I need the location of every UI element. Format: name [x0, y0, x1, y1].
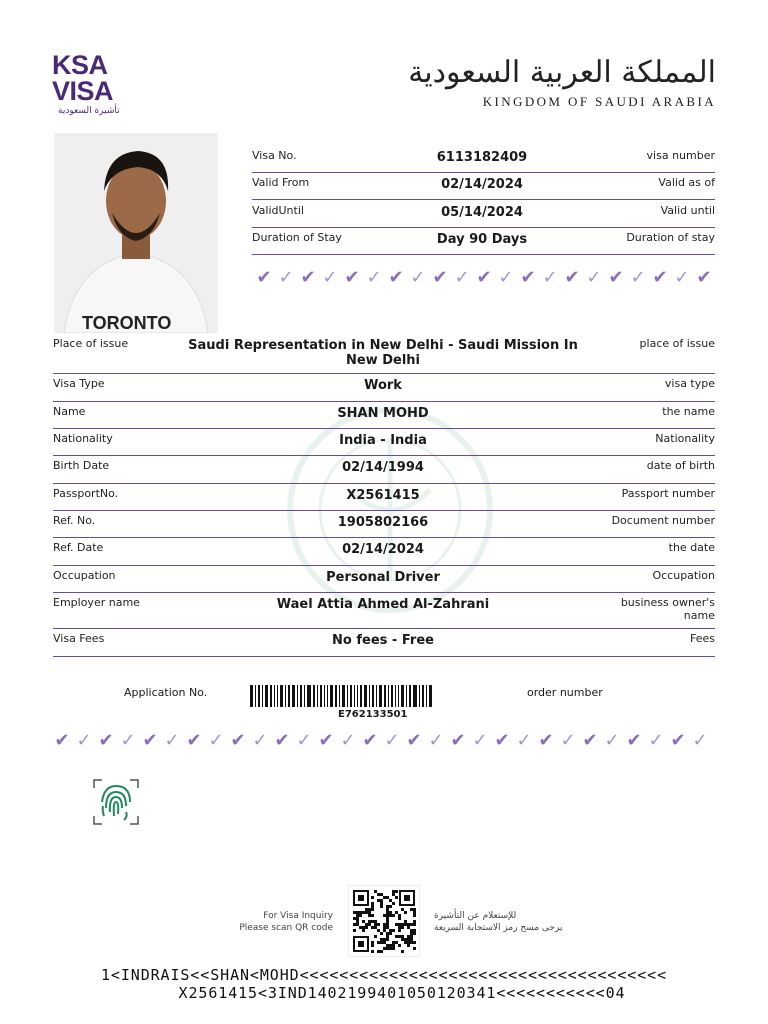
- barcode-bar: [288, 685, 290, 707]
- check-mark-icon: ✓: [428, 730, 444, 751]
- check-mark-icon: ✓: [340, 730, 356, 751]
- summary-row: [252, 172, 715, 200]
- logo-arabic-text: تأشيرة السعودية: [58, 106, 120, 116]
- row-label: Ref. No.: [53, 514, 96, 527]
- fingerprint-icon: [92, 778, 140, 826]
- summary-row: [252, 227, 715, 255]
- detail-row: [53, 455, 715, 484]
- check-mark-icon: ✔: [520, 267, 536, 288]
- logo-line-visa: VISA: [52, 76, 114, 106]
- check-mark-icon: ✔: [670, 730, 686, 751]
- row-right-label: the date: [668, 541, 715, 554]
- row-label: PassportNo.: [53, 487, 119, 500]
- check-mark-icon: ✓: [586, 267, 602, 288]
- row-right-label: Occupation: [652, 569, 715, 582]
- logo-line-ksa: KSA: [52, 50, 108, 80]
- check-mark-icon: ✓: [454, 267, 470, 288]
- barcode-bar: [274, 685, 275, 707]
- barcode-bar: [330, 685, 333, 707]
- row-right-label: Passport number: [621, 487, 715, 500]
- check-mark-icon: ✓: [648, 730, 664, 751]
- row-label: Employer name: [53, 596, 140, 609]
- kingdom-header: [408, 52, 716, 110]
- barcode-bar: [342, 685, 345, 707]
- row-label: Birth Date: [53, 459, 110, 472]
- row-value: 05/14/2024: [441, 205, 523, 220]
- check-mark-icon: ✔: [256, 267, 272, 288]
- barcode-bar: [258, 685, 260, 707]
- barcode-bar: [426, 685, 427, 707]
- detail-row: [53, 537, 715, 566]
- row-value: 02/14/1994: [342, 460, 424, 475]
- barcode-bar: [409, 685, 411, 707]
- barcode-bar: [317, 685, 318, 707]
- inquiry-english-line1: For Visa Inquiry: [263, 911, 333, 921]
- check-mark-icon: ✔: [564, 267, 580, 288]
- qr-code-icon: [348, 885, 420, 957]
- row-label: Ref. Date: [53, 541, 104, 554]
- check-mark-icon: ✓: [692, 730, 708, 751]
- summary-row: [252, 200, 715, 228]
- check-mark-icon: ✓: [384, 730, 400, 751]
- row-value: Personal Driver: [326, 570, 440, 585]
- check-mark-icon: ✓: [322, 267, 338, 288]
- check-mark-icon: ✔: [230, 730, 246, 751]
- check-mark-icon: ✓: [542, 267, 558, 288]
- detail-row: [53, 510, 715, 538]
- barcode-bar: [324, 685, 325, 707]
- check-mark-icon: ✔: [300, 267, 316, 288]
- barcode-bar: [292, 685, 295, 707]
- ksa-visa-logo: [52, 52, 142, 122]
- inquiry-arabic: [434, 910, 562, 934]
- check-mark-icon: ✔: [652, 267, 668, 288]
- check-mark-icon: ✔: [406, 730, 422, 751]
- barcode-bar: [347, 685, 348, 707]
- barcode-bar: [388, 685, 389, 707]
- barcode-bar: [384, 685, 386, 707]
- detail-row: [53, 483, 715, 511]
- barcode-bar: [364, 685, 367, 707]
- barcode-bar: [277, 685, 278, 707]
- row-right-label: Nationality: [655, 432, 715, 445]
- row-right-label: the name: [662, 405, 715, 418]
- check-mark-icon: ✔: [450, 730, 466, 751]
- check-mark-icon: ✔: [54, 730, 70, 751]
- check-mark-icon: ✔: [318, 730, 334, 751]
- barcode-bar: [422, 685, 424, 707]
- inquiry-english: [239, 910, 333, 934]
- row-label: Visa Type: [53, 377, 105, 390]
- check-mark-icon: ✔: [274, 730, 290, 751]
- row-value: 6113182409: [436, 150, 528, 165]
- row-label: Name: [53, 405, 86, 418]
- barcode-bar: [360, 685, 362, 707]
- check-mark-icon: ✓: [560, 730, 576, 751]
- inquiry-arabic-line1: للإستعلام عن التأشيرة: [434, 911, 517, 921]
- barcode-bar: [354, 685, 355, 707]
- barcode-bar: [255, 685, 256, 707]
- barcode-bar: [270, 685, 272, 707]
- row-right-label: Valid until: [660, 204, 715, 217]
- mrz-line-1: 1<INDRAIS<<SHAN<MOHD<<<<<<<<<<<<<<<<<<<<<<<<<<<<<<<<<<<<<: [100, 966, 668, 984]
- holder-photo: [54, 133, 218, 333]
- barcode-bar: [413, 685, 417, 707]
- barcode-bar: [401, 685, 404, 707]
- detail-row: [53, 592, 715, 629]
- detail-row: [53, 565, 715, 593]
- row-label: Valid From: [252, 176, 310, 189]
- row-value: 1905802166: [337, 515, 429, 530]
- check-mark-icon: ✓: [164, 730, 180, 751]
- detail-row: [53, 373, 715, 402]
- check-mark-icon: ✓: [76, 730, 92, 751]
- check-mark-icon: ✔: [582, 730, 598, 751]
- summary-row: [252, 145, 715, 173]
- barcode-bar: [327, 685, 328, 707]
- row-value: Work: [364, 378, 402, 393]
- detail-row: [53, 628, 715, 657]
- detail-row: [53, 428, 715, 456]
- check-mark-icon: ✔: [98, 730, 114, 751]
- check-mark-icon: ✓: [296, 730, 312, 751]
- check-mark-icon: ✔: [362, 730, 378, 751]
- barcode-bar: [335, 685, 337, 707]
- row-value: 02/14/2024: [342, 542, 424, 557]
- barcode-bar: [297, 685, 298, 707]
- check-mark-icon: ✓: [278, 267, 294, 288]
- order-number-label: order number: [527, 686, 603, 699]
- check-mark-icon: ✔: [626, 730, 642, 751]
- row-right-label: Duration of stay: [626, 231, 715, 244]
- decorative-check-row: [254, 268, 714, 290]
- barcode-bar: [391, 685, 393, 707]
- barcode-bar: [369, 685, 370, 707]
- svg-text:TORONTO: TORONTO: [82, 313, 172, 333]
- mrz-line-2: X2561415<3IND1402199401050120341<<<<<<<<<<<04: [178, 984, 626, 1002]
- check-mark-icon: ✓: [604, 730, 620, 751]
- check-mark-icon: ✔: [538, 730, 554, 751]
- row-right-label: place of issue: [639, 337, 715, 350]
- check-mark-icon: ✔: [494, 730, 510, 751]
- row-value: No fees - Free: [332, 633, 434, 648]
- row-label: Duration of Stay: [252, 231, 342, 244]
- decorative-check-row-bottom: [52, 731, 710, 753]
- barcode-bar: [313, 685, 315, 707]
- check-mark-icon: ✓: [208, 730, 224, 751]
- barcode-bar: [372, 685, 374, 707]
- barcode-bar: [304, 685, 305, 707]
- barcode-bar: [280, 685, 283, 707]
- check-mark-icon: ✓: [472, 730, 488, 751]
- barcode-bar: [357, 685, 358, 707]
- barcode-bar: [379, 685, 382, 707]
- barcode-bar: [419, 685, 420, 707]
- inquiry-arabic-line2: يرجى مسح رمز الاستجابة السريعة: [434, 923, 563, 933]
- row-right-label: Document number: [611, 514, 715, 527]
- barcode-number: E762133501: [338, 709, 408, 720]
- barcode-bar: [307, 685, 311, 707]
- kingdom-english-title: KINGDOM OF SAUDI ARABIA: [482, 94, 716, 109]
- row-right-label: Valid as of: [658, 176, 715, 189]
- barcode-bar: [265, 685, 268, 707]
- row-right-label: Fees: [690, 632, 715, 645]
- detail-row: [53, 333, 715, 374]
- check-mark-icon: ✓: [252, 730, 268, 751]
- inquiry-english-line2: Please scan QR code: [239, 923, 333, 933]
- row-label: Nationality: [53, 432, 113, 445]
- check-mark-icon: ✔: [432, 267, 448, 288]
- row-label: Place of issue: [53, 337, 129, 350]
- barcode-bar: [376, 685, 377, 707]
- row-value: India - India: [339, 433, 427, 448]
- barcode-bar: [398, 685, 399, 707]
- row-value: Saudi Representation in New Delhi - Saudi Mission In New Delhi: [188, 338, 578, 368]
- check-mark-icon: ✔: [388, 267, 404, 288]
- check-mark-icon: ✔: [142, 730, 158, 751]
- row-label: Occupation: [53, 569, 116, 582]
- row-right-label: visa type: [664, 377, 715, 390]
- barcode-bar: [339, 685, 340, 707]
- barcode-bar: [406, 685, 407, 707]
- barcode-bar: [300, 685, 302, 707]
- row-right-label: business owner's name: [620, 596, 715, 622]
- check-mark-icon: ✔: [344, 267, 360, 288]
- kingdom-arabic-title: المملكة العربية السعودية: [408, 55, 716, 90]
- application-barcode: [250, 685, 488, 707]
- check-mark-icon: ✔: [186, 730, 202, 751]
- row-right-label: visa number: [646, 149, 715, 162]
- row-value: Wael Attia Ahmed Al-Zahrani: [276, 597, 490, 612]
- check-mark-icon: ✓: [120, 730, 136, 751]
- barcode-bar: [429, 685, 432, 707]
- check-mark-icon: ✔: [608, 267, 624, 288]
- application-number-label: Application No.: [124, 686, 208, 699]
- barcode-bar: [320, 685, 322, 707]
- barcode-bar: [285, 685, 286, 707]
- row-label: Visa No.: [252, 149, 297, 162]
- check-mark-icon: ✓: [516, 730, 532, 751]
- check-mark-icon: ✓: [674, 267, 690, 288]
- barcode-bar: [262, 685, 263, 707]
- row-value: SHAN MOHD: [337, 406, 429, 421]
- check-mark-icon: ✓: [366, 267, 382, 288]
- row-value: 02/14/2024: [441, 177, 523, 192]
- row-value: Day 90 Days: [436, 232, 528, 247]
- barcode-bar: [250, 685, 253, 707]
- barcode-bar: [395, 685, 396, 707]
- check-mark-icon: ✔: [696, 267, 712, 288]
- check-mark-icon: ✓: [410, 267, 426, 288]
- row-value: X2561415: [346, 488, 420, 503]
- barcode-bar: [350, 685, 352, 707]
- row-right-label: date of birth: [646, 459, 715, 472]
- detail-row: [53, 401, 715, 429]
- row-label: ValidUntil: [252, 204, 304, 217]
- check-mark-icon: ✔: [476, 267, 492, 288]
- row-label: Visa Fees: [53, 632, 105, 645]
- check-mark-icon: ✓: [498, 267, 514, 288]
- check-mark-icon: ✓: [630, 267, 646, 288]
